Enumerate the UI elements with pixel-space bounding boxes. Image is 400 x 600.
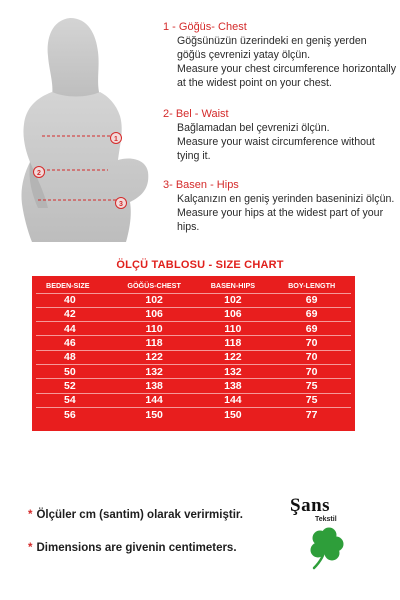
col-header-size: BEDEN-SIZE bbox=[46, 281, 90, 291]
length-cell: 77 bbox=[272, 407, 351, 421]
size-cell: 52 bbox=[36, 379, 115, 393]
four-leaf-clover-icon bbox=[304, 526, 350, 572]
note-turkish-text: Ölçüler cm (santim) olarak verirmiştir. bbox=[36, 509, 243, 521]
table-row bbox=[36, 322, 351, 336]
size-chart bbox=[32, 276, 355, 431]
size-cell: 48 bbox=[36, 350, 115, 364]
svg-text:1: 1 bbox=[114, 136, 118, 143]
hips-cell: 106 bbox=[194, 307, 273, 321]
table-row bbox=[36, 350, 351, 364]
table-header-row bbox=[36, 279, 351, 293]
chest-guide bbox=[163, 20, 397, 90]
chest-text-tr: Göğsünüzün üzerindeki en geniş yerden göğüs çevrenizi yatay ölçün. bbox=[177, 35, 367, 61]
table-row bbox=[36, 379, 351, 393]
hips-cell: 122 bbox=[194, 350, 273, 364]
size-chart-title: ÖLÇÜ TABLOSU - SIZE CHART bbox=[116, 259, 284, 271]
table-row bbox=[36, 364, 351, 378]
waist-guide bbox=[163, 107, 397, 163]
table-row bbox=[36, 307, 351, 321]
hips-cell: 132 bbox=[194, 364, 273, 378]
col-header-chest: GÖĞÜS-CHEST bbox=[127, 281, 181, 291]
length-cell: 70 bbox=[272, 364, 351, 378]
table-row bbox=[36, 336, 351, 350]
length-cell: 69 bbox=[272, 307, 351, 321]
hips-cell: 110 bbox=[194, 322, 273, 336]
hips-cell: 144 bbox=[194, 393, 273, 407]
brand-logo bbox=[290, 495, 365, 575]
chest-marker bbox=[111, 133, 122, 144]
size-table-body bbox=[36, 293, 351, 422]
col-header-hips: BASEN-HIPS bbox=[210, 281, 256, 291]
size-cell: 42 bbox=[36, 307, 115, 321]
hips-cell: 138 bbox=[194, 379, 273, 393]
hips-cell: 118 bbox=[194, 336, 273, 350]
hips-text-en: Measure your hips at the widest part of your hips. bbox=[177, 207, 384, 233]
hips-cell: 102 bbox=[194, 293, 273, 307]
head-shape bbox=[48, 18, 100, 101]
chest-heading: 1 - Göğüs- Chest bbox=[163, 21, 247, 33]
table-row bbox=[36, 393, 351, 407]
hips-cell: 150 bbox=[194, 407, 273, 421]
length-cell: 75 bbox=[272, 379, 351, 393]
note-english bbox=[28, 542, 237, 554]
svg-text:3: 3 bbox=[119, 201, 123, 208]
length-cell: 70 bbox=[272, 336, 351, 350]
length-cell: 69 bbox=[272, 293, 351, 307]
note-star: * bbox=[28, 542, 33, 554]
table-row bbox=[36, 293, 351, 307]
chest-cell: 144 bbox=[115, 393, 194, 407]
size-cell: 54 bbox=[36, 393, 115, 407]
chest-cell: 110 bbox=[115, 322, 194, 336]
hips-marker bbox=[116, 198, 127, 209]
size-cell: 46 bbox=[36, 336, 115, 350]
length-cell: 75 bbox=[272, 393, 351, 407]
chest-cell: 106 bbox=[115, 307, 194, 321]
length-cell: 69 bbox=[272, 322, 351, 336]
size-cell: 56 bbox=[36, 407, 115, 421]
chest-cell: 138 bbox=[115, 379, 194, 393]
note-turkish bbox=[28, 509, 243, 521]
table-row bbox=[36, 407, 351, 421]
size-cell: 40 bbox=[36, 293, 115, 307]
waist-marker bbox=[34, 167, 45, 178]
waist-heading: 2- Bel - Waist bbox=[163, 108, 229, 120]
hips-heading: 3- Basen - Hips bbox=[163, 179, 239, 191]
note-english-text: Dimensions are givenin centimeters. bbox=[36, 542, 237, 554]
chest-cell: 118 bbox=[115, 336, 194, 350]
chest-cell: 122 bbox=[115, 350, 194, 364]
chest-cell: 132 bbox=[115, 364, 194, 378]
chest-text-en: Measure your chest circumference horizontally at the widest point on your chest. bbox=[177, 63, 397, 89]
hips-text-tr: Kalçanızın en geniş yerinden baseninizi ölçün. bbox=[177, 193, 395, 205]
col-header-length: BOY-LENGTH bbox=[288, 281, 336, 291]
hips-guide bbox=[163, 178, 397, 234]
size-table bbox=[36, 279, 351, 422]
size-cell: 50 bbox=[36, 364, 115, 378]
waist-text-tr: Bağlamadan bel çevrenizi ölçün. bbox=[177, 122, 330, 134]
chest-cell: 102 bbox=[115, 293, 194, 307]
logo-name: Şans bbox=[290, 495, 331, 516]
note-star: * bbox=[28, 509, 33, 521]
size-cell: 44 bbox=[36, 322, 115, 336]
waist-text-en: Measure your waist circumference without tying it. bbox=[177, 136, 375, 162]
chest-cell: 150 bbox=[115, 407, 194, 421]
logo-subtitle: Tekstil bbox=[315, 516, 337, 523]
body-silhouette bbox=[8, 12, 154, 242]
svg-text:2: 2 bbox=[37, 170, 41, 177]
length-cell: 70 bbox=[272, 350, 351, 364]
